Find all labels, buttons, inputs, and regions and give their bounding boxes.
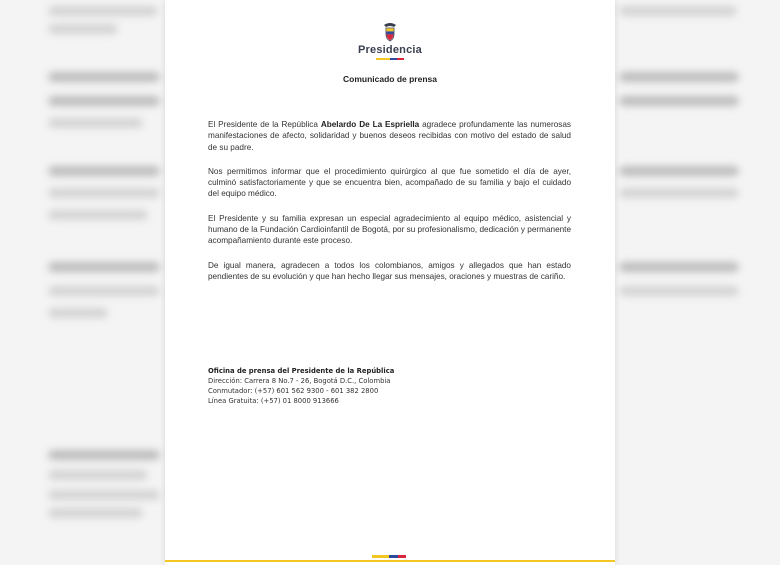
president-name: Abelardo De La Espriella bbox=[320, 120, 420, 129]
press-release-sheet bbox=[165, 0, 615, 565]
brand-flag-bar bbox=[376, 58, 404, 60]
header bbox=[165, 22, 615, 60]
bottom-flag-bar bbox=[372, 555, 406, 558]
brand-name: Presidencia bbox=[358, 44, 422, 56]
paragraph-2: Nos permitimos informar que el procedimiento quirúrgico al que fue sometido el día de ayer, culminó satisfactoriamente y que se encuentra bien, acompañado de su familia y bajo el cuidado del equipo médico. bbox=[208, 166, 571, 199]
coat-of-arms-icon bbox=[381, 22, 399, 42]
paragraph-3: El Presidente y su familia expresan un especial agradecimiento al equipo médico, asistencial y humano de la Fundación Cardioinfantil de Bogotá, por su profesionalismo, dedicación y permanente acompañamiento durante este proceso. bbox=[208, 213, 571, 246]
paragraph-1: El Presidente de la República Abelardo De La Espriella agradece profundamente las numerosas manifestaciones de afecto, solidaridad y buenos deseos recibidas con motivo del estado de salud de su padre. bbox=[208, 120, 571, 152]
press-office-title: Oficina de prensa del Presidente de la República bbox=[208, 367, 395, 375]
blurred-background-left bbox=[0, 0, 165, 565]
document-body bbox=[208, 119, 571, 295]
switchboard-line: Conmutador: (+57) 601 562 9300 - 601 382 2800 bbox=[208, 387, 379, 395]
document-heading: Comunicado de prensa bbox=[343, 74, 437, 84]
address-line: Dirección: Carrera 8 No.7 - 26, Bogotá D.C., Colombia bbox=[208, 377, 391, 385]
contact-footer bbox=[208, 366, 571, 406]
blurred-background-right bbox=[615, 0, 780, 565]
toll-free-line: Línea Gratuita: (+57) 01 8000 913666 bbox=[208, 397, 339, 405]
paragraph-4: De igual manera, agradecen a todos los colombianos, amigos y allegados que han estado pendientes de su evolución y que han hecho llegar sus mensajes, oraciones y muestras de cariño. bbox=[208, 260, 571, 281]
bottom-rule bbox=[165, 560, 615, 562]
